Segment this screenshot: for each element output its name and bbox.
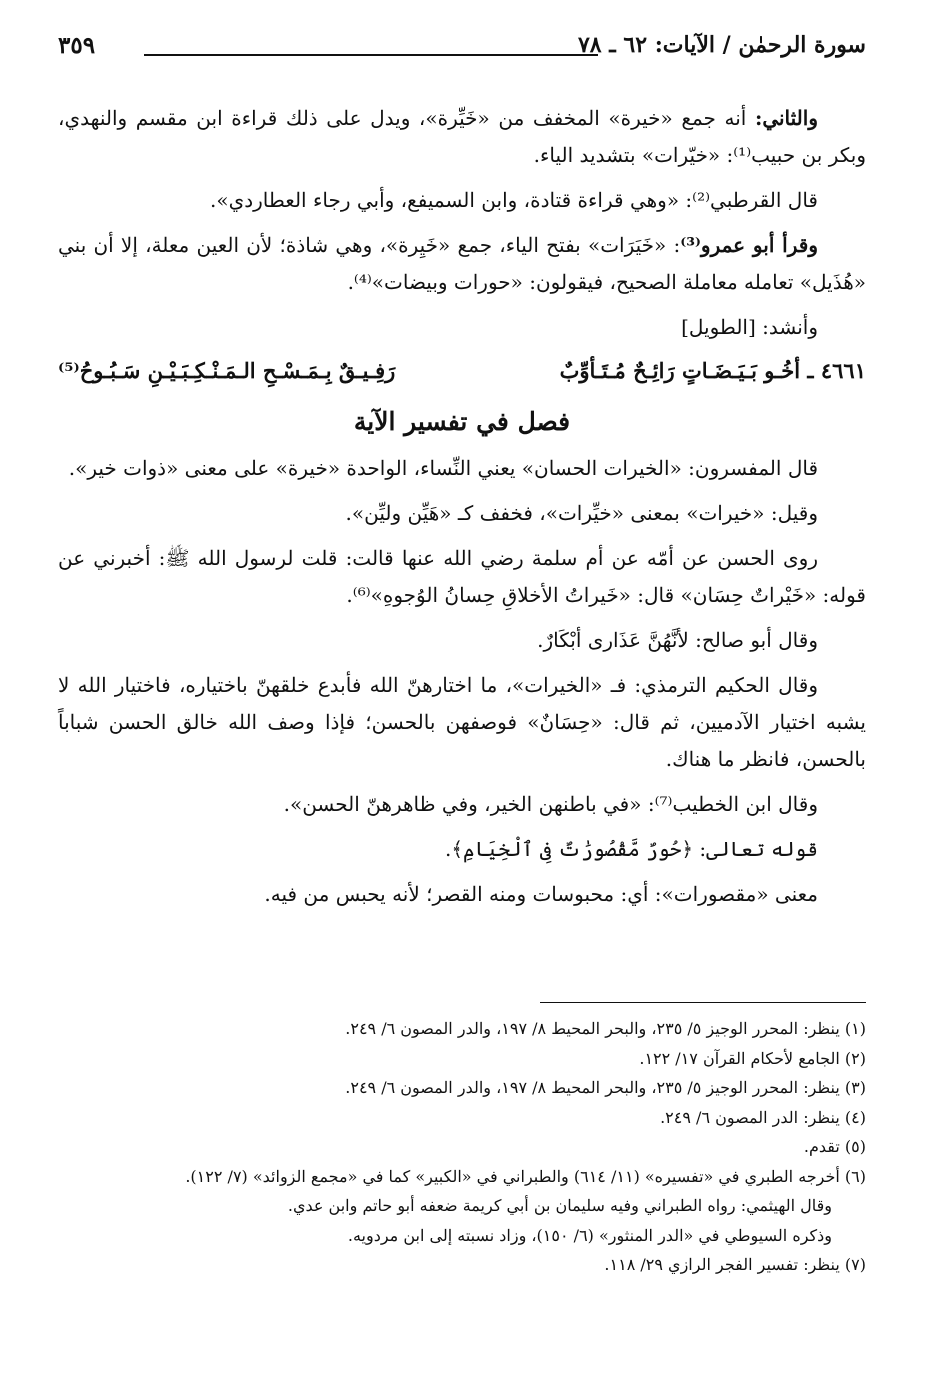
paragraph-lead: وقرأ أبو عمرو⁽³⁾ — [680, 233, 818, 257]
footnote-continuation: وقال الهيثمي: رواه الطبراني وفيه سليمان بن أبي كريمة ضعفه أبو حاتم وابن عدي. — [287, 1196, 832, 1215]
running-title: سورة الرحمٰن / الآيات: ٦٢ ـ ٧٨ — [577, 32, 866, 58]
main-text — [58, 100, 866, 913]
paragraph-qurtubi: قال القرطبي⁽²⁾: «وهي قراءة قتادة، وابن السميفع، وأبي رجاء العطاردي». — [209, 188, 818, 212]
poem-verse — [58, 352, 866, 389]
page-header — [58, 30, 866, 64]
paragraph-text: أنه جمع «خيرة» المخفف من «خَيِّرة»، ويدل على ذلك قراءة ابن مقسم والنهدي، وبكر بن حبيب⁽¹⁾: «خيّرات» بتشديد الياء. — [58, 106, 866, 167]
paragraph-ibn-khatib: وقال ابن الخطيب⁽⁷⁾: «في باطنهن الخير، وفي ظاهرهنّ الحسن». — [283, 792, 818, 816]
paragraph-abu-amr — [58, 227, 866, 301]
footnote: (٦) أخرجه الطبري في «تفسيره» (١١/ ٦١٤) والطبراني في «الكبير» كما في «مجمع الزوائد» (٧/ ١٢٢). — [185, 1166, 866, 1186]
footnote: (٢) الجامع لأحكام القرآن ١٧/ ١٢٢. — [639, 1048, 866, 1068]
paragraph-abu-salih: وقال أبو صالح: لأنَّهُنَّ عَذَارى أبْكَارٌ. — [537, 628, 818, 652]
footnote-rule — [540, 1002, 866, 1003]
paragraph-mufassirun: قال المفسرون: «الخيرات الحسان» يعني النِّساء، الواحدة «خيرة» على معنى «ذوات خير». — [68, 456, 818, 480]
page-number: ٣٥٩ — [58, 32, 96, 59]
footnote: (٣) ينظر: المحرر الوجيز ٥/ ٢٣٥، والبحر المحيط ٨/ ١٩٧، والدر المصون ٦/ ٢٤٩. — [345, 1078, 866, 1097]
footnote: (٤) ينظر: الدر المصون ٦/ ٢٤٩. — [660, 1107, 866, 1127]
footnote: (١) ينظر: المحرر الوجيز ٥/ ٢٣٥، والبحر المحيط ٨/ ١٩٧، والدر المصون ٦/ ٢٤٩. — [345, 1019, 866, 1038]
footnote: (٧) ينظر: تفسير الفجر الرازي ٢٩/ ١١٨. — [604, 1255, 866, 1274]
section-heading: فصل في تفسير الآية — [353, 407, 571, 436]
paragraph-hadith: روى الحسن عن أمّه عن أم سلمة رضي الله عنها قالت: قلت لرسول الله ﷺ: أخبرني عن قوله: «خَيْراتٌ حِسَان» قال: «خَيراتُ الأخلاقِ حِسانُ الوُجوهِ»⁽⁶⁾. — [58, 546, 866, 607]
paragraph-lead: والثاني: — [754, 106, 818, 130]
paragraph-second-view — [58, 100, 866, 174]
paragraph-meter: وأنشد: [الطويل] — [681, 315, 818, 339]
paragraph-tirmidhi: وقال الحكيم الترمذي: فـ «الخيرات»، ما اختارهنّ الله فأبدع خلقهنّ باختياره، فاختيار الله لا يشبه اختيار الآدميين، ثم قال: «حِسَانٌ» فوصفهن بالحسن؛ فإذا وصف الله خالق الحسن شباباً بالحسن، فانظر ما هناك. — [58, 673, 866, 771]
paragraph-qila: وقيل: «خيرات» بمعنى «خيِّرات»، فخفف كـ «هَيِّن وليِّن». — [345, 501, 818, 525]
footnote-continuation: وذكره السيوطي في «الدر المنثور» (٦/ ١٥٠)، وزاد نسبته إلى ابن مردويه. — [347, 1225, 832, 1245]
header-rule — [144, 54, 598, 56]
paragraph-quran-verse: قوله تعالى: ﴿حُورٌ مَّقْصُورَٰتٌ فِى ٱلْخِيَامِ﴾. — [444, 837, 818, 861]
paragraph-text: : «خَيَرَات» بفتح الياء، جمع «خَيِرة»، وهي شاذة؛ لأن العين معلة، إلا أن بني «هُذَيل» تعامله معاملة الصحيح، فيقولون: «حورات وبيضات»⁽⁴⁾. — [58, 233, 866, 294]
footnote: (٥) تقدم. — [803, 1137, 866, 1156]
verse-second-hemistich: رَفِـيـقٌ بِـمَـسْـحِ الـمَـنْـكِـبَـيْـنِ سَـبُـوحُ⁽⁵⁾ — [58, 358, 396, 383]
footnotes — [40, 1014, 866, 1280]
paragraph-maqsurat: معنى «مقصورات»: أي: محبوسات ومنه القصر؛ لأنه يحبس من فيه. — [264, 882, 818, 906]
verse-first-hemistich: ٤٦٦١ ـ أخُـو بَـيَـضَـاتٍ رَائِـحٌ مُـتَـأوِّبٌ — [559, 358, 866, 383]
